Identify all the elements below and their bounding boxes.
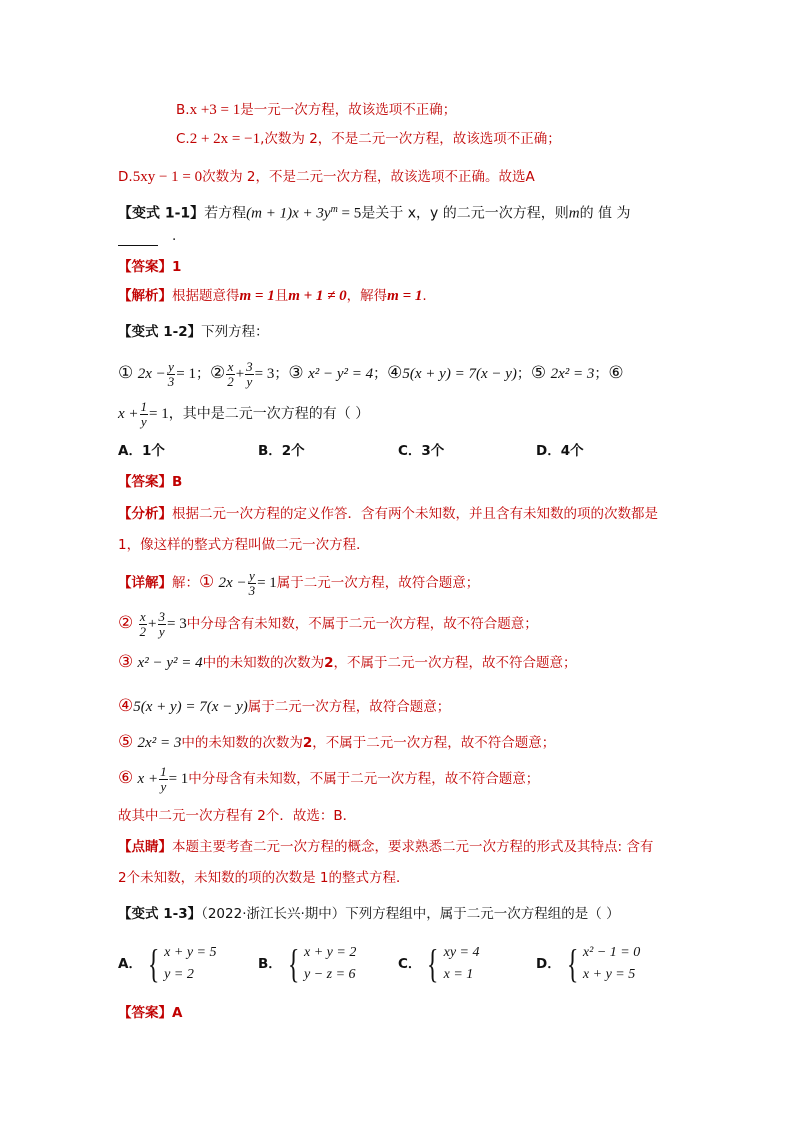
eq1-left: 2x − (218, 575, 247, 591)
q-text-2: 是关于 x，y 的二元一次方程，则 (361, 205, 569, 222)
conclusion-text: 故其中二元一次方程有 2个．故选：B． (118, 808, 357, 824)
eq2-right: = 3 (167, 616, 187, 632)
system-eq-2: y − z = 6 (304, 967, 356, 982)
option-c-text: ,次数为 2，不是二元一次方程，故该选项不正确； (260, 131, 561, 147)
analysis-eq-1: m = 1 (239, 288, 275, 304)
equation-system (284, 942, 357, 986)
detail-5-degree: 2 (302, 735, 313, 751)
sep: ； (594, 366, 609, 382)
num-5: ⑤ (530, 363, 547, 383)
plus: + (148, 616, 157, 632)
option-d-label: D. (118, 169, 133, 185)
v12-answer (118, 472, 182, 492)
num-2: ② (118, 613, 134, 633)
comment-tag: 【点睛】 (118, 839, 172, 855)
frac-den: 3 (248, 582, 256, 598)
variant-1-2-question (118, 322, 269, 342)
equation-system (423, 942, 479, 986)
frac-den: y (246, 373, 253, 389)
detail-5-text-c: ，不属于二元一次方程，故不符合题意； (312, 735, 556, 751)
comment-2 (118, 868, 409, 888)
num-4: ④ (118, 696, 134, 716)
v13-answer (118, 1003, 182, 1023)
answer-value: B (172, 474, 183, 490)
variant-1-3-tag: 【变式 1-3】 (118, 906, 202, 922)
system-eq-1: x + y = 2 (304, 945, 357, 960)
answer-value: A (172, 1005, 183, 1021)
detail-2 (118, 605, 538, 641)
num-3: ③ (118, 652, 134, 672)
analysis-eq-2: m + 1 ≠ 0 (288, 288, 347, 304)
detail-1 (118, 564, 479, 600)
q-equation: (m + 1)x + 3y (246, 205, 331, 222)
frac-num: 3 (246, 358, 253, 374)
eq3: x² − y² = 4 (308, 366, 374, 382)
q-equation-rhs: = 5 (337, 205, 362, 222)
system-option-d[interactable] (536, 942, 640, 988)
answer-blank (118, 231, 158, 246)
equation-system (144, 942, 217, 986)
answer-tag: 【答案】 (118, 1005, 172, 1021)
variant-1-3-stem: 下列方程组中，属于二元一次方程组的是（ ） (345, 906, 620, 922)
brace: { (427, 941, 439, 986)
comment-1 (118, 837, 653, 857)
frac-num: x (139, 608, 146, 624)
system-eq-2: x + y = 5 (582, 967, 636, 982)
num-4: ④ (387, 363, 403, 383)
option-b[interactable]: B．2个 (258, 443, 305, 459)
question-tail: ，其中是二元一次方程的有（ ） (168, 406, 370, 422)
system-eq-1: xy = 4 (443, 945, 480, 960)
v12-analysis-2 (118, 535, 370, 555)
option-d-line (118, 167, 535, 187)
analysis-text-1: 根据二元一次方程的定义作答．含有两个未知数，并且含有未知数的项的次数都是 (172, 506, 658, 522)
frac-num: y (168, 358, 174, 374)
frac-num: 3 (158, 608, 166, 624)
q-text-3: 的 值 为 (579, 205, 631, 222)
analysis-tag: 【分析】 (118, 506, 172, 522)
variant-1-2-tag: 【变式 1-2】 (118, 324, 202, 340)
eq2-fraction-2 (158, 610, 167, 639)
v11-answer (118, 257, 181, 277)
detail-6 (118, 760, 539, 796)
answer-value: 1 (172, 259, 182, 275)
q-var-m: m (568, 205, 580, 222)
system-eq-1: x + y = 5 (164, 945, 217, 960)
detail-3 (118, 652, 577, 673)
detail-4-text: 属于二元一次方程，故符合题意； (247, 699, 451, 715)
frac-num: 1 (160, 763, 167, 779)
detail-3-degree: 2 (324, 655, 334, 671)
detail-2-text: 中分母含有未知数，不属于二元一次方程，故不符合题意； (186, 616, 538, 632)
detail-6-text: 中分母含有未知数，不属于二元一次方程，故不符合题意； (188, 771, 540, 787)
answer-blank-line (118, 226, 176, 246)
option-label: D． (536, 956, 561, 972)
variant-1-3-source: （2022·浙江长兴·期中） (201, 906, 346, 922)
variant-1-2-stem: 下列方程： (201, 324, 269, 340)
equations-line-1 (118, 355, 624, 391)
option-b-text: 是一元一次方程，故该选项不正确； (240, 102, 457, 118)
detail-1-text: 属于二元一次方程，故符合题意； (276, 575, 480, 591)
q-exponent: m (330, 204, 338, 215)
analysis-text-4: . (422, 288, 427, 304)
analysis-text-2: 1，像这样的整式方程叫做二元一次方程． (118, 537, 370, 553)
eq6-right: = 1 (149, 406, 169, 422)
option-d-text: 次数为 2，不是二元一次方程，故该选项不正确。故选A (202, 169, 535, 185)
variant-1-1-question (118, 200, 631, 224)
option-b-equation: x +3 = 1 (189, 102, 241, 118)
analysis-tag: 【解析】 (118, 288, 172, 304)
frac-den: y (140, 413, 147, 429)
frac-den: 2 (227, 373, 234, 389)
eq2-fraction-2 (245, 360, 254, 389)
plus: + (235, 366, 245, 382)
option-b-label: B. (176, 102, 190, 118)
option-d-equation: 5xy − 1 = 0 (132, 169, 203, 185)
system-eq-2: x = 1 (443, 967, 474, 982)
eq3: x² − y² = 4 (137, 655, 203, 671)
detail-5 (118, 732, 555, 753)
sep: ； (373, 366, 388, 382)
analysis-eq-3: m = 1 (387, 288, 423, 304)
eq2-fraction-1 (139, 610, 148, 639)
frac-den: y (160, 778, 167, 794)
num-5: ⑤ (118, 732, 134, 752)
v12-analysis-1 (118, 504, 658, 524)
option-c[interactable]: C．3个 (398, 443, 445, 459)
detail-4 (118, 696, 450, 717)
num-2: ② (209, 363, 226, 383)
option-d[interactable]: D．4个 (536, 443, 584, 459)
eq6-fraction (140, 400, 149, 429)
eq1-left: 2x − (137, 366, 166, 382)
variant-1-3-question (118, 904, 620, 924)
system-option-c[interactable] (398, 942, 480, 988)
option-label: A． (118, 956, 142, 972)
eq6-right: = 1 (168, 771, 189, 787)
option-c-label: C. (176, 131, 190, 147)
eq1-fraction (248, 569, 257, 598)
sep: ； (516, 366, 531, 382)
system-option-a[interactable] (118, 942, 216, 988)
conclusion (118, 806, 356, 826)
brace: { (287, 941, 300, 986)
equation-system (563, 942, 641, 986)
option-label: C． (398, 956, 422, 972)
comment-text-2: 2个未知数，未知数的项的次数是 1的整式方程． (118, 870, 410, 886)
eq6-fraction (159, 765, 168, 794)
frac-den: 3 (167, 373, 175, 389)
system-eq-1: x² − 1 = 0 (582, 945, 641, 960)
eq4: 5(x + y) = 7(x − y) (133, 699, 248, 715)
detail-3-text-a: 中的未知数的次数为 (202, 655, 325, 671)
equations-line-2 (118, 396, 369, 432)
option-label: B． (258, 956, 282, 972)
eq1-right: = 1 (176, 366, 196, 382)
detail-3-text-c: ，不属于二元一次方程，故不符合题意； (333, 655, 577, 671)
option-a[interactable]: A．1个 (118, 443, 165, 459)
num-1: ① (199, 572, 215, 592)
num-1: ① (118, 363, 134, 383)
num-6: ⑥ (118, 768, 134, 788)
eq2-right: = 3 (254, 366, 275, 382)
eq6-left: x + (137, 771, 159, 787)
frac-num: x (227, 358, 234, 374)
eq1-fraction (167, 360, 176, 389)
option-b-line (176, 100, 456, 120)
eq5: 2x² = 3 (550, 366, 595, 382)
eq4: 5(x + y) = 7(x − y) (402, 366, 517, 382)
eq5: 2x² = 3 (137, 735, 182, 751)
answer-tag: 【答案】 (118, 259, 172, 275)
comment-text-1: 本题主要考查二元一次方程的概念，要求熟悉二元一次方程的形式及其特点: 含有 (172, 839, 654, 855)
brace: { (147, 941, 160, 986)
answer-tag: 【答案】 (118, 474, 172, 490)
option-c-line (176, 129, 561, 149)
analysis-text-3: ，解得 (346, 288, 388, 304)
analysis-text-2: 且 (274, 288, 289, 304)
variant-1-1-tag: 【变式 1-1】 (118, 205, 205, 222)
num-6: ⑥ (608, 363, 624, 383)
sep: ； (195, 366, 210, 382)
v11-analysis (118, 286, 427, 306)
frac-den: y (158, 623, 165, 639)
detail-5-text-a: 中的未知数的次数为 (181, 735, 303, 751)
analysis-text-1: 根据题意得 (172, 288, 240, 304)
frac-num: 1 (140, 398, 148, 414)
eq1-right: = 1 (257, 575, 277, 591)
frac-den: 2 (139, 623, 147, 639)
eq2-fraction-1 (226, 360, 235, 389)
frac-num: y (248, 567, 255, 583)
system-option-b[interactable] (258, 942, 356, 988)
system-eq-2: y = 2 (164, 967, 194, 982)
sep: ； (274, 366, 289, 382)
q-text-1: 若方程 (204, 205, 247, 222)
detail-tag: 【详解】 (118, 575, 172, 591)
option-c-equation: 2 + 2x = −1 (189, 131, 261, 147)
detail-prefix: 解： (172, 575, 199, 591)
eq6-left: x + (118, 406, 139, 422)
num-3: ③ (288, 363, 304, 383)
brace: { (566, 941, 579, 986)
blank-dot: . (172, 228, 177, 244)
